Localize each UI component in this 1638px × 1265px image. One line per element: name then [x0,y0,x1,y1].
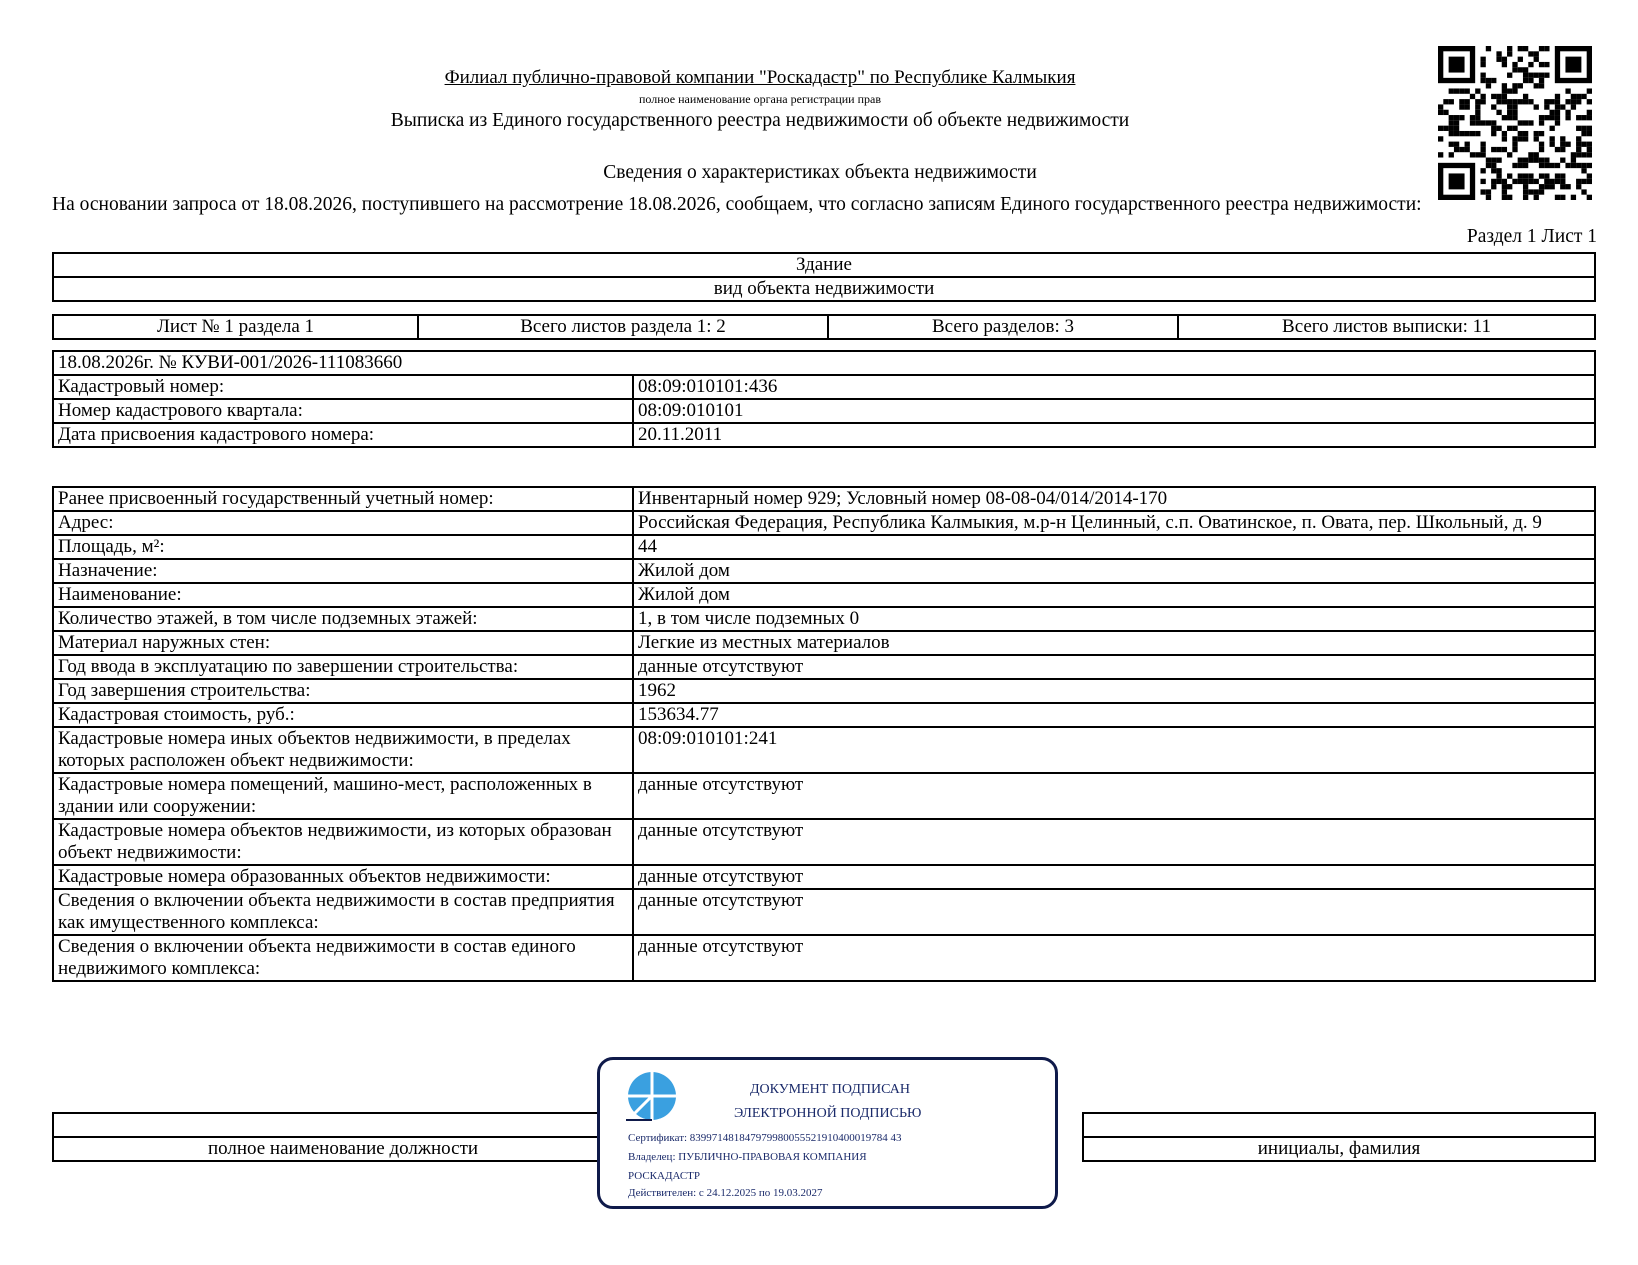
position-field [53,1113,633,1137]
row-label: Кадастровые номера иных объектов недвижимости, в пределах которых расположен объект недвижимости: [53,727,633,773]
row-value: данные отсутствуют [633,773,1595,819]
row-value: данные отсутствуют [633,655,1595,679]
row-value: 08:09:010101:436 [633,375,1595,399]
name-caption: инициалы, фамилия [1083,1137,1595,1161]
row-value: данные отсутствуют [633,935,1595,981]
row-label: Дата присвоения кадастрового номера: [53,423,633,447]
position-caption: полное наименование должности [53,1137,633,1161]
row-value: Инвентарный номер 929; Условный номер 08-08-04/014/2014-170 [633,487,1595,511]
row-value: 1, в том числе подземных 0 [633,607,1595,631]
row-value: данные отсутствуют [633,819,1595,865]
row-value: 08:09:010101 [633,399,1595,423]
table-row [53,535,1595,559]
table-row [53,727,1595,773]
stamp-valid: Действителен: с 24.12.2025 по 19.03.2027 [628,1187,823,1199]
row-label: Кадастровый номер: [53,375,633,399]
row-label: Количество этажей, в том числе подземных этажей: [53,607,633,631]
row-value: 1962 [633,679,1595,703]
table-row [53,819,1595,865]
table-row [53,935,1595,981]
row-value: 44 [633,535,1595,559]
row-label: Материал наружных стен: [53,631,633,655]
sections-total: Всего разделов: 3 [828,315,1178,339]
row-value: 08:09:010101:241 [633,727,1595,773]
table-row [53,655,1595,679]
org-caption: полное наименование органа регистрации прав [638,92,882,106]
row-label: Площадь, м²: [53,535,633,559]
row-label: Год ввода в эксплуатацию по завершении строительства: [53,655,633,679]
table-row [53,679,1595,703]
table-row [53,631,1595,655]
row-label: Наименование: [53,583,633,607]
row-label: Номер кадастрового квартала: [53,399,633,423]
row-value: 20.11.2011 [633,423,1595,447]
sheet-number: Лист № 1 раздела 1 [53,315,418,339]
table-row [53,423,1595,447]
stamp-line1: ДОКУМЕНТ ПОДПИСАН [750,1082,910,1097]
stamp-owner2: РОСКАДАСТР [628,1170,701,1182]
row-label: Год завершения строительства: [53,679,633,703]
table-row [53,583,1595,607]
name-field [1083,1113,1595,1137]
table-row [53,399,1595,423]
stamp-owner: Владелец: ПУБЛИЧНО-ПРАВОВАЯ КОМПАНИЯ [628,1151,867,1163]
object-type-caption: вид объекта недвижимости [53,277,1595,301]
roskadastr-logo-icon [626,1070,678,1122]
characteristics-table [52,486,1596,982]
table-row [53,865,1595,889]
table-row [53,703,1595,727]
table-row [53,487,1595,511]
row-label: Кадастровые номера помещений, машино-мест, расположенных в здании или сооружении: [53,773,633,819]
row-value: Жилой дом [633,559,1595,583]
section-sheets-total: Всего листов раздела 1: 2 [418,315,828,339]
row-label: Сведения о включении объекта недвижимости в состав единого недвижимого комплекса: [53,935,633,981]
table-row [53,375,1595,399]
row-label: Назначение: [53,559,633,583]
qr-code-icon [1438,46,1592,200]
stamp-certificate: Сертификат: 839971481847979980055521910400019784 43 [628,1132,902,1144]
row-value: Жилой дом [633,583,1595,607]
object-type-table [52,252,1596,302]
row-label: Кадастровые номера объектов недвижимости, из которых образован объект недвижимости: [53,819,633,865]
request-number: 18.08.2026г. № КУВИ-001/2026-111083660 [53,351,1595,375]
document-title: Выписка из Единого государственного реестра недвижимости об объекте недвижимости [390,110,1130,131]
row-label: Кадастровые номера образованных объектов недвижимости: [53,865,633,889]
object-type: Здание [53,253,1595,277]
stamp-line2: ЭЛЕКТРОННОЙ ПОДПИСЬЮ [734,1106,922,1121]
table-row [53,607,1595,631]
sheet-info-table [52,314,1596,340]
row-label: Кадастровая стоимость, руб.: [53,703,633,727]
row-value: данные отсутствуют [633,889,1595,935]
row-value: 153634.77 [633,703,1595,727]
table-row [53,889,1595,935]
electronic-signature-stamp [597,1057,1058,1209]
table-row [53,773,1595,819]
identifiers-table [52,350,1596,448]
extract-sheets-total: Всего листов выписки: 11 [1178,315,1595,339]
section-sheet: Раздел 1 Лист 1 [1466,226,1597,247]
row-value: Российская Федерация, Республика Калмыкия, м.р-н Целинный, с.п. Оватинское, п. Овата, пер. Школьный, д. 9 [633,511,1595,535]
row-value: данные отсутствуют [633,865,1595,889]
info-title: Сведения о характеристиках объекта недвижимости [603,162,1037,183]
table-row [53,511,1595,535]
row-label: Адрес: [53,511,633,535]
table-row [53,559,1595,583]
row-label: Сведения о включении объекта недвижимости в состав предприятия как имущественного комплекса: [53,889,633,935]
row-label: Ранее присвоенный государственный учетный номер: [53,487,633,511]
org-name: Филиал публично-правовой компании "Роскадастр" по Республике Калмыкия [444,67,1076,88]
basis-text: На основании запроса от 18.08.2026, поступившего на рассмотрение 18.08.2026, сообщаем, что согласно записям Единого государственного реестра недвижимости: [52,194,1422,215]
row-value: Легкие из местных материалов [633,631,1595,655]
